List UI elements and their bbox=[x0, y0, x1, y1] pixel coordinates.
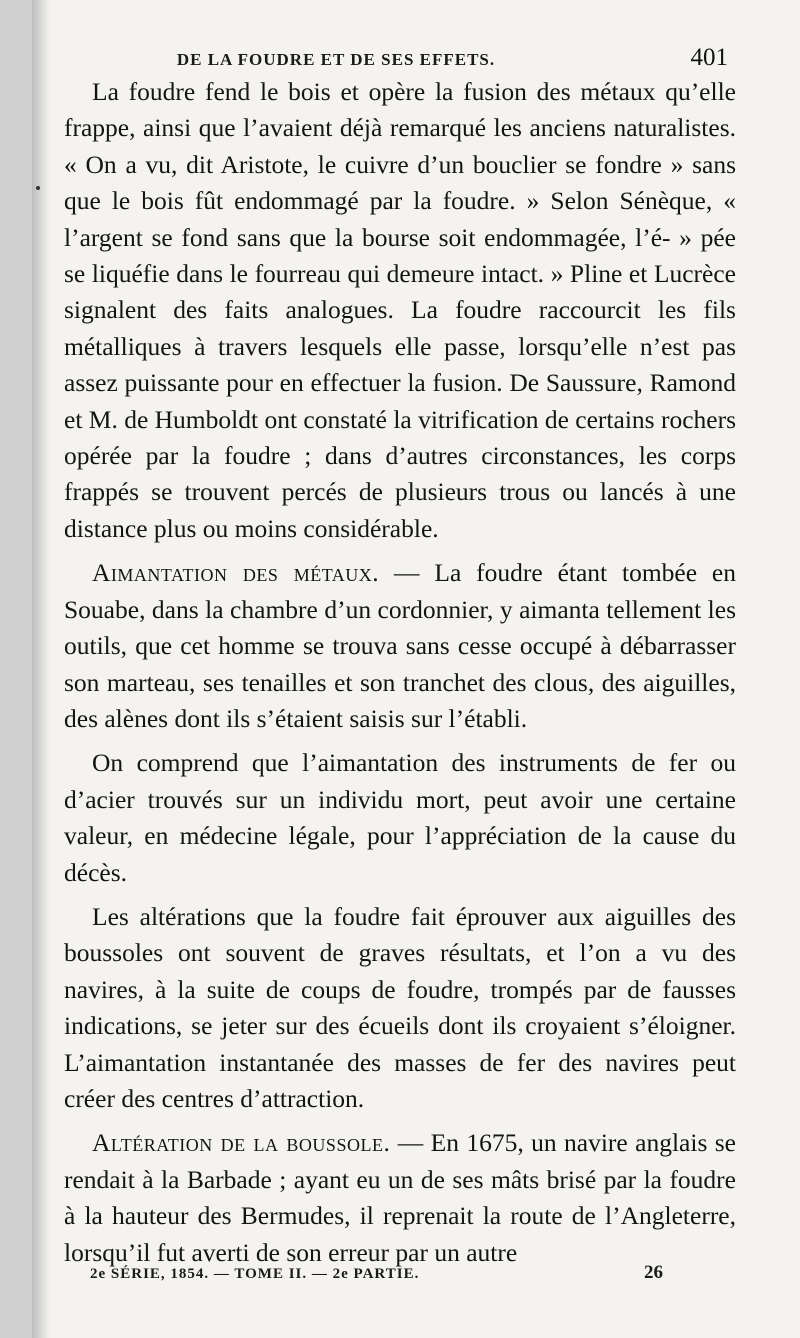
paragraph-aimantation bbox=[64, 555, 736, 737]
paragraph-boussoles bbox=[64, 899, 736, 1117]
printer-signature: 2e SÉRIE, 1854. — TOME II. — 2e PARTIE. bbox=[90, 1266, 420, 1282]
paragraph-alteration-boussole bbox=[64, 1125, 736, 1271]
sheet-number: 26 bbox=[644, 1262, 663, 1283]
paragraph-fusion bbox=[64, 74, 736, 547]
running-head: DE LA FOUDRE ET DE SES EFFETS. bbox=[176, 50, 496, 69]
paragraph-medecine-legale bbox=[64, 745, 736, 891]
page-number: 401 bbox=[690, 44, 728, 71]
book-page bbox=[32, 0, 800, 1338]
margin-mark bbox=[36, 186, 40, 190]
paragraph-text: On comprend que l’aimantation des instruments de fer ou d’acier trouvés sur un individu mort, peut avoir une certaine valeur, en médecine légale, pour l’appréciation de la cause du décès. bbox=[64, 748, 736, 887]
paragraph-text: La foudre fend le bois et opère la fusion des métaux qu’elle frappe, ainsi que l’avaient déjà remarqué les anciens naturalistes. « On a vu, dit Aristote, le cuivre d’un bouclier se fondre » sans que le bois fût endommagé par la foudre. » Selon Sénèque, « l’argent se fond sans que la bourse soit endommagée, l’é- » pée se liquéfie dans le fourreau qui demeure intact. » Pline et Lucrèce signalent des faits analogues. La foudre raccourcit les fils métalliques à travers lesquels elle passe, lorsqu’elle n’est pas assez puissante pour en effectuer la fusion. De Saussure, Ramond et M. de Humboldt ont constaté la vitrification de certains rochers opérée par la foudre ; dans d’autres circonstances, les corps frappés se trouvent percés de plusieurs trous ou lancés à une distance plus ou moins considérable. bbox=[64, 77, 737, 543]
page-header bbox=[32, 44, 800, 74]
page-footer bbox=[32, 1262, 800, 1292]
paragraph-text: — La foudre étant tombée en Souabe, dans la chambre d’un cordonnier, y aimanta tellement les outils, que cet homme se trouva sans cesse occupé à débarrasser son marteau, ses tenailles et son tranchet des clous, des aiguilles, des alènes dont ils s’étaient saisis sur l’établi. bbox=[64, 558, 736, 733]
paragraph-text: Les altérations que la foudre fait éprouver aux aiguilles des boussoles ont souvent de graves résultats, et l’on a vu des navires, à la suite de coups de foudre, trompés par de fausses indications, se jeter sur des écueils dont ils croyaient s’éloigner. L’aimantation instantanée des masses de fer des navires peut créer des centres d’attraction. bbox=[64, 901, 736, 1113]
section-heading: Aimantation des métaux. bbox=[92, 558, 380, 588]
page-body bbox=[64, 74, 736, 1279]
paragraph-text: — En 1675, un navire anglais se rendait à la Barbade ; ayant eu un de ses mâts brisé par la foudre à la hauteur des Bermudes, il reprenait la route de l’Angleterre, lorsqu’il fut averti de son erreur par un autre bbox=[64, 1128, 737, 1267]
section-heading: Altération de la boussole. bbox=[92, 1128, 391, 1158]
